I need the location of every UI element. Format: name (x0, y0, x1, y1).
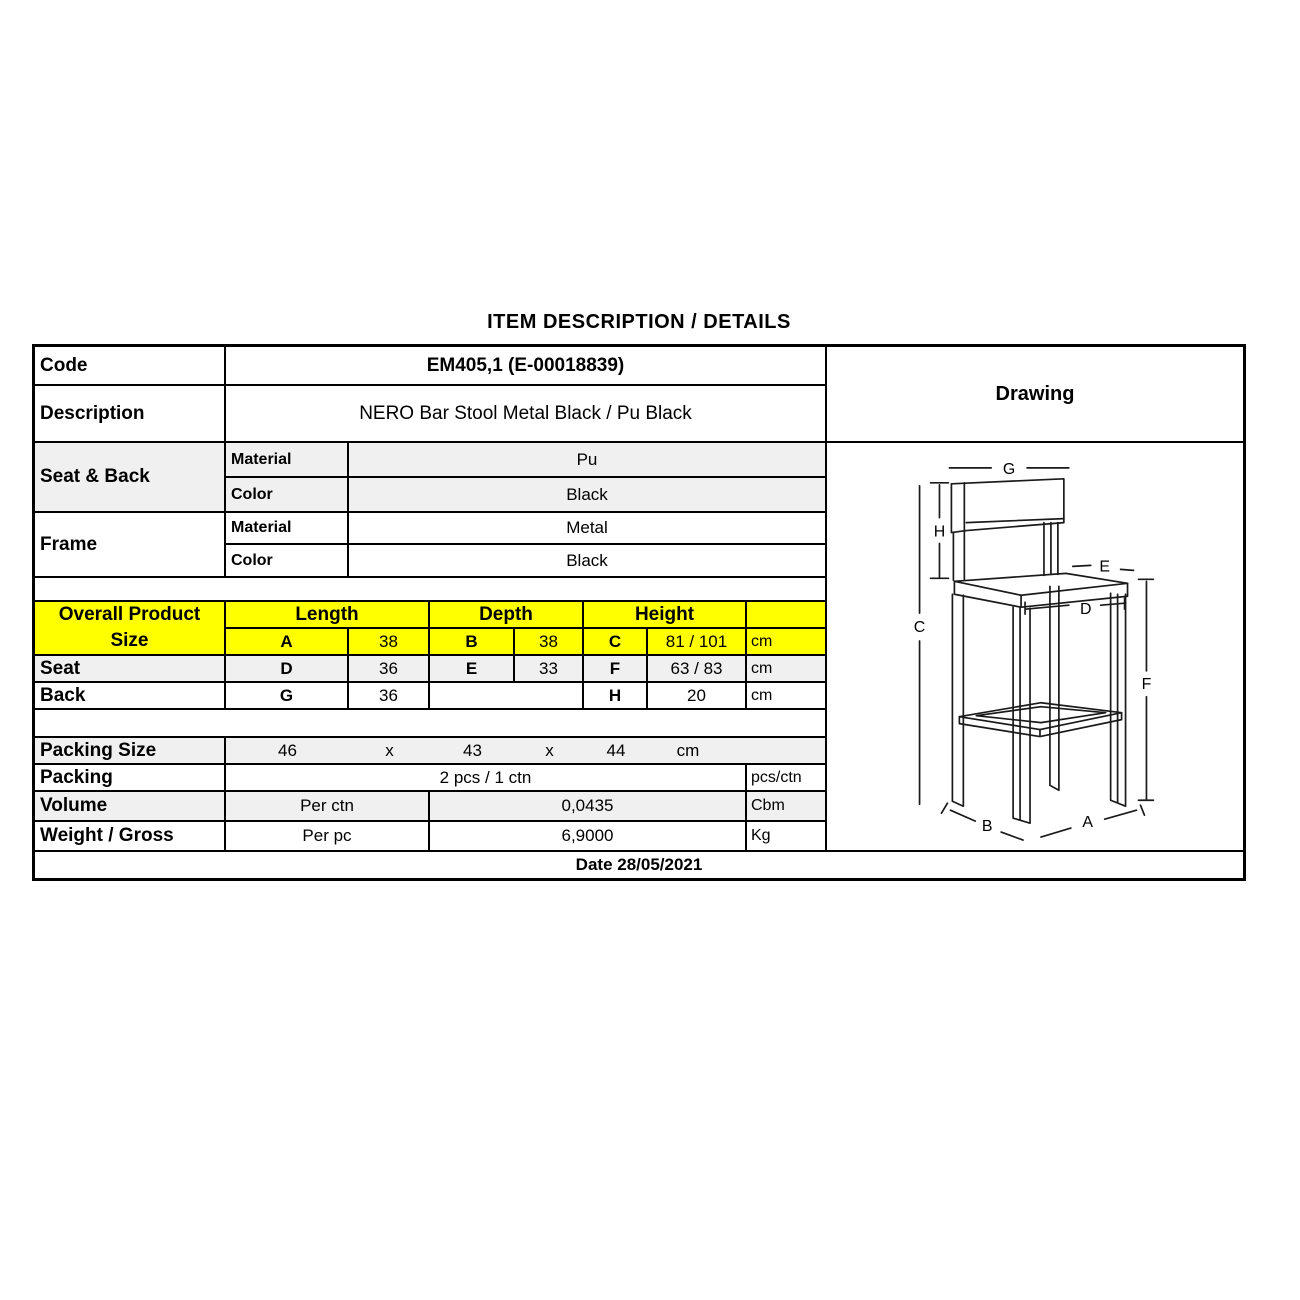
leg-right (1111, 593, 1126, 806)
spec-table (32, 344, 1246, 881)
overall-depth-value: 38 (513, 627, 582, 654)
bar-stool-drawing (827, 443, 1243, 850)
back-post-right (1044, 523, 1058, 576)
packing-size-unit: cm (676, 740, 700, 760)
overall-unit: cm (745, 627, 825, 654)
page-title: ITEM DESCRIPTION / DETAILS (487, 311, 791, 333)
weight-label: Weight / Gross (35, 820, 224, 850)
seat-depth-key: E (428, 654, 513, 681)
back-row-label: Back (35, 681, 224, 708)
dim-label-B: B (981, 818, 993, 836)
dim-label-D: D (1080, 601, 1092, 619)
seat-back-color-label: Color (224, 476, 347, 511)
drawing-header: Drawing (825, 347, 1243, 441)
seat-back-material-label: Material (224, 441, 347, 476)
dim-label-F: F (1141, 675, 1152, 693)
dim-label-C: C (913, 619, 926, 637)
back-unit: cm (745, 681, 825, 708)
packing-size-x1: x (385, 740, 394, 760)
seat-height-key: F (582, 654, 646, 681)
drawing-area (825, 441, 1243, 850)
depth-header: Depth (428, 600, 582, 627)
backrest-bottom-edge (966, 519, 1064, 523)
back-length-key: G (224, 681, 347, 708)
overall-height-value: 81 / 101 (646, 627, 745, 654)
packing-unit: pcs/ctn (745, 763, 825, 790)
packing-label: Packing (35, 763, 224, 790)
dim-label-H: H (933, 523, 946, 541)
height-header: Height (582, 600, 745, 627)
size-header-empty-cell (745, 600, 825, 627)
frame-color-value: Black (347, 543, 825, 576)
frame-label: Frame (35, 511, 224, 576)
dim-label-E: E (1099, 558, 1110, 576)
overall-product-label-line1: Overall Product (58, 604, 201, 625)
backrest-panel (951, 479, 1063, 533)
description-value: NERO Bar Stool Metal Black / Pu Black (224, 384, 825, 441)
packing-value: 2 pcs / 1 ctn (224, 763, 745, 790)
volume-unit: Cbm (745, 790, 825, 820)
packing-size-height: 44 (606, 740, 626, 760)
dim-label-G: G (1002, 460, 1016, 478)
back-height-value: 20 (646, 681, 745, 708)
dim-line-D (1025, 598, 1125, 614)
overall-height-key: C (582, 627, 646, 654)
packing-size-label: Packing Size (35, 736, 224, 763)
seat-unit: cm (745, 654, 825, 681)
code-label: Code (40, 354, 88, 376)
volume-label: Volume (35, 790, 224, 820)
spacer-row (35, 576, 825, 600)
seat-top (954, 573, 1127, 595)
packing-size-x2: x (545, 740, 554, 760)
overall-length-key: A (224, 627, 347, 654)
overall-length-value: 38 (347, 627, 428, 654)
seat-length-key: D (224, 654, 347, 681)
packing-size-value-row (224, 736, 825, 763)
leg-back-left (952, 594, 963, 806)
packing-size-depth: 43 (463, 740, 482, 760)
frame-material-value: Metal (347, 511, 825, 543)
volume-per: Per ctn (224, 790, 428, 820)
seat-height-value: 63 / 83 (646, 654, 745, 681)
weight-per: Per pc (224, 820, 428, 850)
seat-length-value: 36 (347, 654, 428, 681)
seat-thickness (954, 581, 1127, 607)
date-row: Date 28/05/2021 (35, 850, 1243, 878)
back-length-value: 36 (347, 681, 428, 708)
frame-color-label: Color (224, 543, 347, 576)
code-value: EM405,1 (E-00018839) (224, 347, 825, 384)
seat-depth-value: 33 (513, 654, 582, 681)
seat-back-color-value: Black (347, 476, 825, 511)
weight-value: 6,9000 (428, 820, 745, 850)
volume-value: 0,0435 (428, 790, 745, 820)
description-label: Description (35, 384, 224, 441)
weight-unit: Kg (745, 820, 825, 850)
leg-back-right (1050, 586, 1059, 790)
overall-product-label-line2: Size (110, 630, 149, 651)
leg-front (1013, 607, 1030, 823)
dim-label-A: A (1082, 814, 1094, 832)
seat-back-label: Seat & Back (35, 441, 224, 511)
back-post-left (953, 532, 964, 581)
seat-back-material-value: Pu (347, 441, 825, 476)
spacer-row (35, 708, 825, 736)
length-header: Length (224, 600, 428, 627)
frame-material-label: Material (224, 511, 347, 543)
seat-row-label: Seat (35, 654, 224, 681)
overall-depth-key: B (428, 627, 513, 654)
packing-size-length: 46 (278, 740, 297, 760)
back-depth-empty-cell (428, 681, 582, 708)
back-height-key: H (582, 681, 646, 708)
